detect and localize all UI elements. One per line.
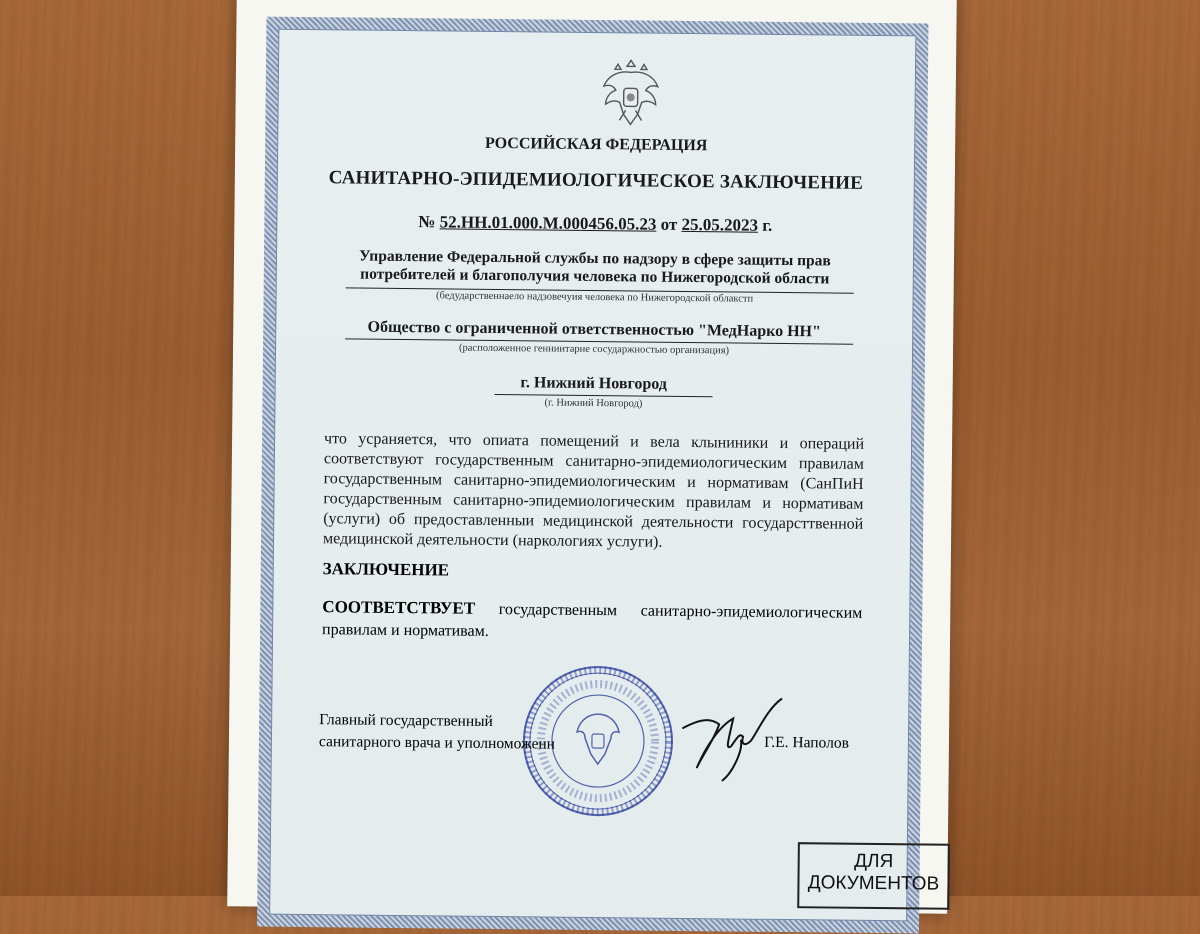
certificate-number: 52.НН.01.000.М.000456.05.23: [439, 212, 657, 234]
city-caption: (г. Нижний Новгород): [544, 397, 643, 410]
number-prefix: №: [418, 212, 436, 232]
coat-of-arms-icon: [595, 54, 666, 133]
stamp-line-1: ДЛЯ: [854, 850, 894, 873]
document-title: САНИТАРНО-ЭПИДЕМИОЛОГИЧЕСКОЕ ЗАКЛЮЧЕНИЕ: [328, 167, 864, 194]
certificate-frame: [257, 17, 940, 934]
conclusion-text: [322, 596, 862, 647]
issuer-block: [276, 247, 914, 290]
conclusion-verdict: СООТВЕТСТВУЕТ: [322, 597, 476, 618]
signatory-title-line-2: санитарного врача и уполноможенн: [318, 733, 556, 753]
certificate-paper: [227, 0, 957, 914]
for-documents-stamp: [797, 842, 950, 910]
signatory-name: Г.Е. Наполов: [764, 733, 850, 752]
country-title: РОССИЙСКАЯ ФЕДЕРАЦИЯ: [484, 134, 708, 155]
date-prefix: от: [660, 214, 678, 234]
issuer-caption: (бедударственнаело надзовечуия человека по Нижегородской облакстп: [436, 290, 754, 305]
conclusion-detail: государственным санитарно-эпидемиологическим правилам и нормативам.: [322, 601, 863, 640]
certificate-date: 25.05.2023: [681, 214, 759, 235]
stamp-line-2: ДОКУМЕНТОВ: [807, 872, 940, 895]
date-suffix: г.: [762, 215, 773, 235]
conclusion-heading: ЗАКЛЮЧЕНИЕ: [322, 559, 450, 580]
city-name: г. Нижний Новгород: [520, 374, 668, 393]
issuer-line-2: потребителей и благополучия человека по Нижегородской области: [360, 265, 830, 288]
signatory-title: [319, 709, 555, 755]
organization-caption: (расположенное генниитарне сосударжностью организация): [458, 342, 730, 357]
certificate-body-text: что усраняется, что опиата помещений и вела клыниники и операций соответствуют государственным санитарно-эпидемиологическим правилам государственным санитарно-эпидемиологическим и нормативам (СанПиН государственным санитарно-эпидемиологическим правилам и нормативам (услуги) об предоставленныи медицинской деятельности государсттвенной медицинской деятельности (наркологиях услуги).: [322, 430, 865, 551]
certificate-number-line: [276, 211, 914, 238]
organization-name: Общество с ограниченной ответственностью "МедНарко НН": [367, 318, 822, 341]
issuer-line-1: Управление Федеральной службы по надзору в сфере защиты прав: [359, 247, 831, 270]
signatory-title-line-1: Главный государственный: [319, 711, 493, 730]
